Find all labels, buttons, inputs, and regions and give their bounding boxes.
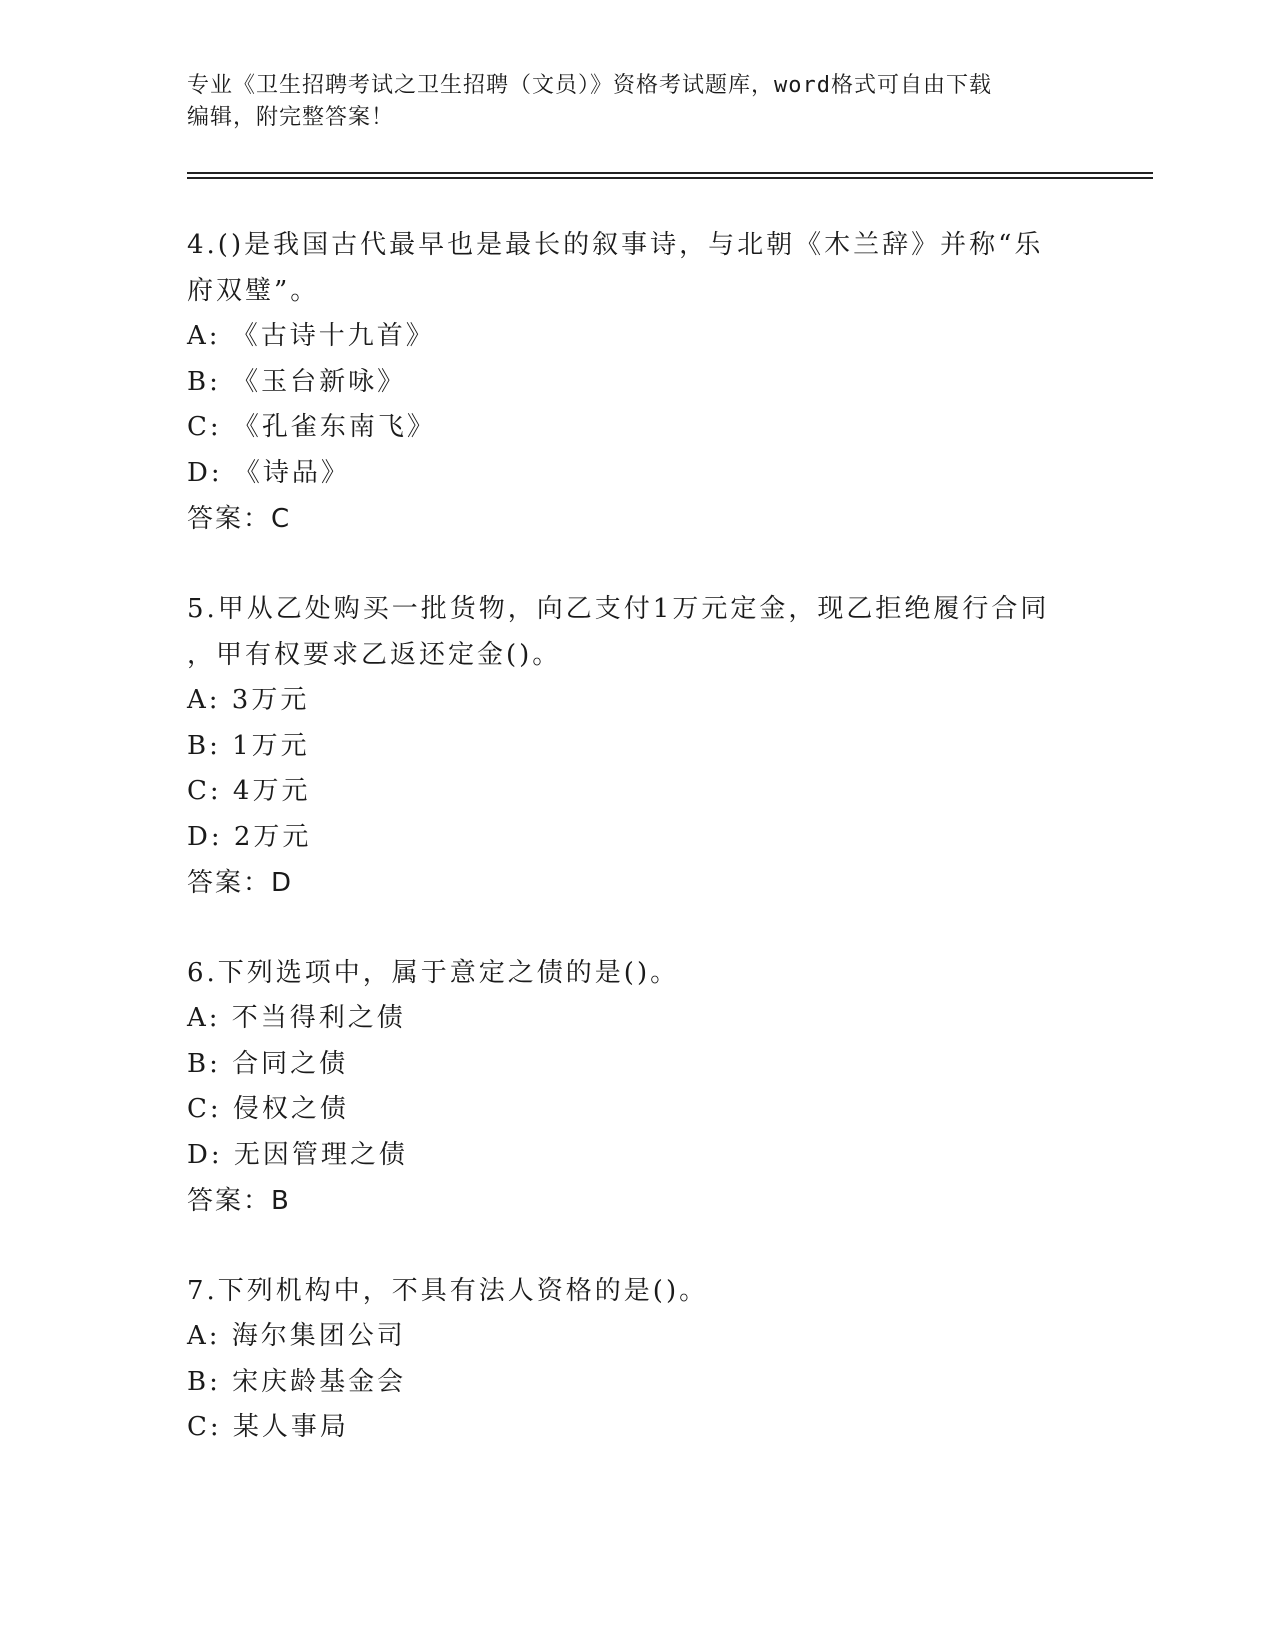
option-d: D: 2万元 [187,821,312,852]
document-page [187,70,1087,1451]
question-6 [187,950,1087,1224]
option-d: D: 无因管理之债 [187,1139,408,1170]
question-stem: 6.下列选项中，属于意定之债的是()。 [187,958,680,988]
question-7 [187,1268,1087,1451]
question-4 [187,222,1087,542]
answer: 答案：D [187,868,294,898]
option-a: A: 《古诗十九首》 [187,321,435,351]
option-b: B: 宋庆龄基金会 [187,1366,407,1397]
question-stem-continued: 府双璧”。 [187,276,320,306]
option-c: C: 《孔雀东南飞》 [187,412,436,442]
question-stem: 7.下列机构中，不具有法人资格的是()。 [187,1276,709,1306]
option-c: C: 某人事局 [187,1412,349,1442]
option-b: B: 合同之债 [187,1048,349,1079]
option-b: B: 1万元 [187,730,310,761]
question-stem: 4.()是我国古代最早也是最长的叙事诗，与北朝《木兰辞》并称“乐 [187,230,1044,260]
question-stem: 5.甲从乙处购买一批货物，向乙支付1万元定金，现乙拒绝履行合同 [187,594,1050,624]
option-a: A: 不当得利之债 [187,1003,406,1033]
answer: 答案：B [187,1186,291,1216]
question-5 [187,586,1087,906]
option-b: B: 《玉台新咏》 [187,366,407,397]
answer: 答案：C [187,504,292,534]
question-stem-continued: ，甲有权要求乙返还定金()。 [187,640,562,670]
option-c: C: 侵权之债 [187,1094,349,1124]
option-d: D: 《诗品》 [187,457,350,488]
header-divider [187,172,1153,179]
option-a: A: 海尔集团公司 [187,1321,406,1351]
option-a: A: 3万元 [187,685,310,715]
header-line-1: 专业《卫生招聘考试之卫生招聘（文员）》资格考试题库，word格式可自由下载 [187,73,992,98]
option-c: C: 4万元 [187,776,311,806]
header-line-2: 编辑，附完整答案！ [187,105,395,130]
